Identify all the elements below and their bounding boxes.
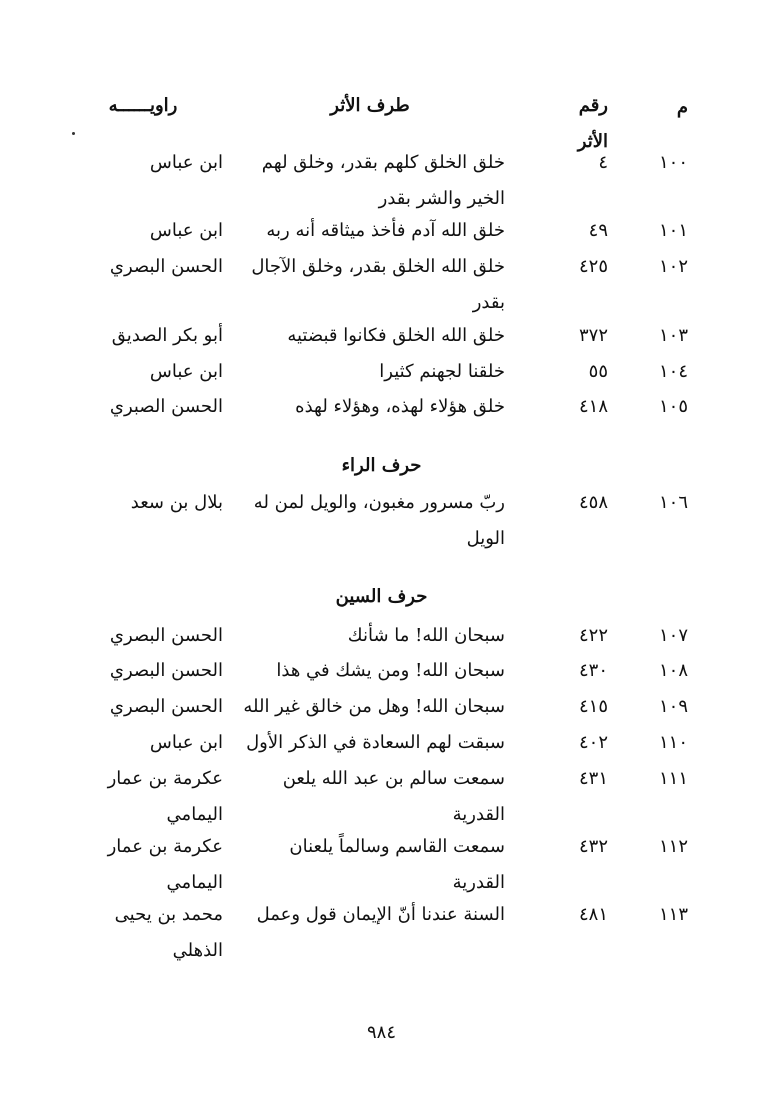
page-number: ٩٨٤: [366, 1022, 396, 1043]
table-row: [0, 485, 763, 557]
row-narrator: الحسن البصري: [109, 625, 223, 646]
row-text: خلقنا لجهنم كثيرا: [379, 361, 505, 382]
row-text: خلق الخلق كلهم بقدر، وخلق لهم الخير والشر بقدر: [261, 152, 505, 209]
row-text: ربّ مسرور مغبون، والويل لمن له الويل: [253, 492, 505, 549]
row-ref: ٤٣٢: [578, 836, 608, 857]
row-num: ١١٣: [658, 904, 688, 925]
row-text: خلق الله الخلق بقدر، وخلق الآجال بقدر: [251, 256, 505, 313]
row-narrator: الحسن البصري: [109, 256, 223, 277]
row-narrator: عكرمة بن عمار اليمامي: [107, 836, 223, 893]
section-title: حرف السين: [335, 586, 428, 607]
row-num: ١١٠: [658, 732, 688, 753]
row-num: ١٠٠: [658, 152, 688, 173]
row-narrator: محمد بن يحيى الذهلي: [114, 904, 223, 961]
row-num: ١٠٧: [658, 625, 688, 646]
row-text: سمعت القاسم وسالماً يلعنان القدرية: [289, 836, 505, 893]
row-text: سمعت سالم بن عبد الله يلعن القدرية: [282, 768, 505, 825]
section-title: حرف الراء: [341, 455, 422, 476]
header-num: م: [676, 97, 688, 118]
table-row: [0, 897, 763, 969]
row-num: ١٠٢: [658, 256, 688, 277]
row-num: ١٠٥: [658, 396, 688, 417]
row-ref: ٤٥٨: [578, 492, 608, 513]
row-narrator: ابن عباس: [149, 152, 223, 173]
header-narrator: راويــــــه: [108, 95, 178, 116]
row-num: ١١١: [658, 768, 688, 789]
row-ref: ٤٢٢: [578, 625, 608, 646]
row-text: سبحان الله! وهل من خالق غير الله: [243, 696, 505, 717]
speck: [72, 132, 75, 135]
table-row: [0, 249, 763, 321]
row-ref: ٤١٨: [578, 396, 608, 417]
header-text: طرف الأثر: [330, 95, 410, 116]
row-num: ١٠١: [658, 220, 688, 241]
row-num: ١٠٤: [658, 361, 688, 382]
row-ref: ٤١٥: [578, 696, 608, 717]
row-narrator: ابن عباس: [149, 220, 223, 241]
row-num: ١٠٨: [658, 660, 688, 681]
row-ref: ٤٢٥: [578, 256, 608, 277]
row-ref: ٤٣٠: [578, 660, 608, 681]
row-narrator: الحسن الصبري: [109, 396, 223, 417]
row-narrator: ابن عباس: [149, 732, 223, 753]
row-text: سبحان الله! ومن يشك في هذا: [276, 660, 505, 681]
row-text: خلق الله آدم فأخذ ميثاقه أنه ربه: [266, 220, 505, 241]
row-ref: ٤٠٢: [578, 732, 608, 753]
row-text: سبحان الله! ما شأنك: [347, 625, 505, 646]
row-ref: ٤: [598, 152, 608, 173]
row-num: ١١٢: [658, 836, 688, 857]
row-ref: ٤٩: [588, 220, 608, 241]
row-text: السنة عندنا أنّ الإيمان قول وعمل: [256, 904, 505, 925]
row-narrator: ابن عباس: [149, 361, 223, 382]
header-ref: رقم الأثر: [577, 95, 608, 152]
row-text: خلق هؤلاء لهذه، وهؤلاء لهذه: [295, 396, 505, 417]
row-text: خلق الله الخلق فكانوا قبضتيه: [287, 325, 505, 346]
table-row: [0, 761, 763, 833]
row-ref: ٤٣١: [578, 768, 608, 789]
table-row: [0, 829, 763, 901]
row-ref: ٥٥: [588, 361, 608, 382]
row-narrator: أبو بكر الصديق: [111, 325, 223, 346]
table-row: [0, 389, 763, 461]
row-narrator: الحسن البصري: [109, 696, 223, 717]
row-num: ١٠٣: [658, 325, 688, 346]
row-narrator: الحسن البصري: [109, 660, 223, 681]
table-row: [0, 145, 763, 217]
row-num: ١٠٩: [658, 696, 688, 717]
row-narrator: عكرمة بن عمار اليمامي: [107, 768, 223, 825]
row-ref: ٤٨١: [578, 904, 608, 925]
row-ref: ٣٧٢: [578, 325, 608, 346]
row-num: ١٠٦: [658, 492, 688, 513]
row-text: سبقت لهم السعادة في الذكر الأول: [246, 732, 505, 753]
row-narrator: بلال بن سعد: [130, 492, 223, 513]
